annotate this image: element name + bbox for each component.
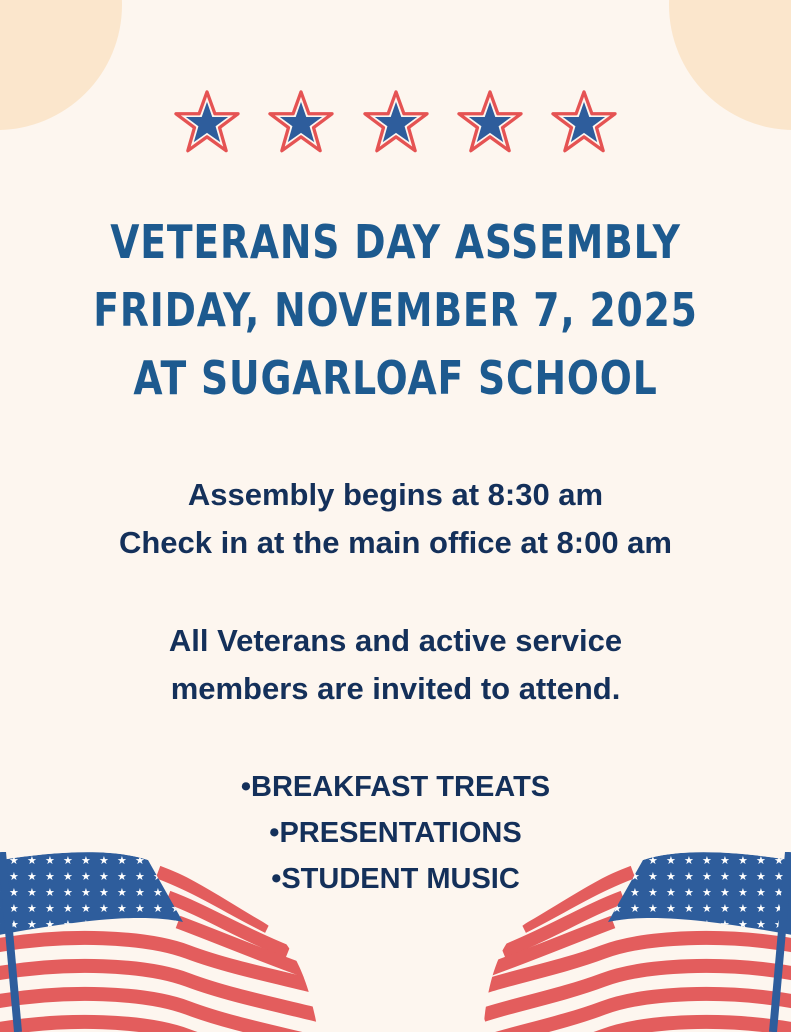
schedule-line: Assembly begins at 8:30 am xyxy=(187,477,604,512)
invitation-block xyxy=(0,617,791,713)
headline-line: VETERANS DAY ASSEMBLY xyxy=(110,215,681,269)
star-icon xyxy=(363,90,429,156)
star-icon xyxy=(174,90,240,156)
invitation-line: members are invited to attend. xyxy=(170,671,621,706)
star-row xyxy=(0,90,791,161)
event-headline xyxy=(71,208,720,412)
star-icon xyxy=(457,90,523,156)
star-icon xyxy=(268,90,334,156)
headline-line: AT SUGARLOAF SCHOOL xyxy=(133,351,658,405)
american-flag-icon xyxy=(0,852,318,1032)
headline-line: FRIDAY, NOVEMBER 7, 2025 xyxy=(93,283,698,337)
star-icon xyxy=(551,90,617,156)
american-flag-icon xyxy=(483,852,791,1032)
schedule-block xyxy=(0,471,791,567)
list-item: •STUDENT MUSIC xyxy=(271,863,520,895)
list-item: •PRESENTATIONS xyxy=(269,817,522,849)
schedule-line: Check in at the main office at 8:00 am xyxy=(118,525,672,560)
list-item: •BREAKFAST TREATS xyxy=(240,771,551,803)
invitation-line: All Veterans and active service xyxy=(168,623,623,658)
